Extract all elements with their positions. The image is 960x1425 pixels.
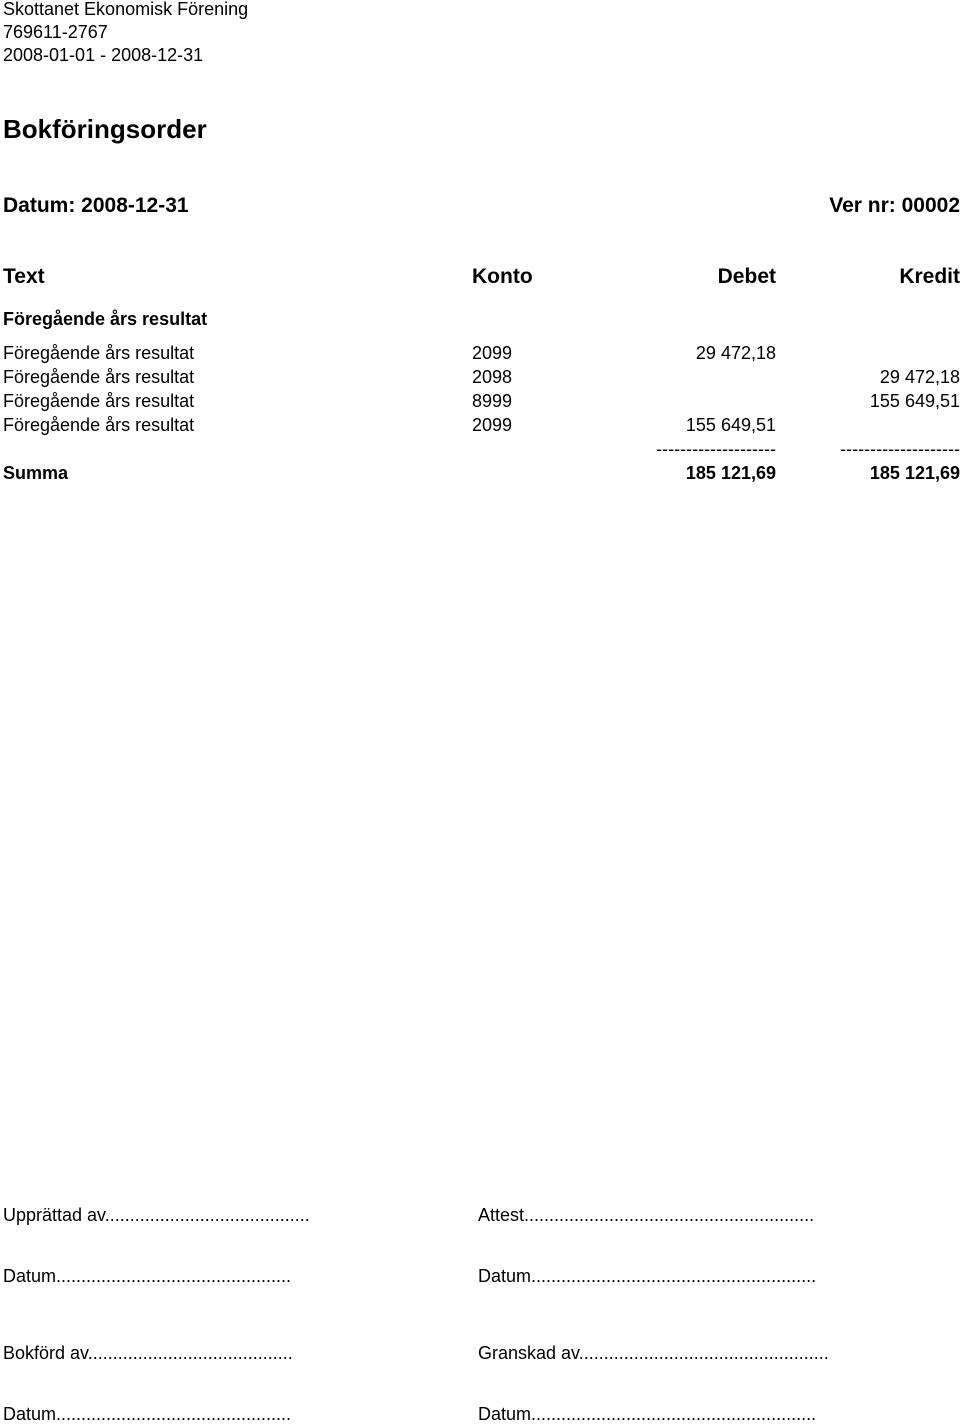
- page-title: Bokföringsorder: [3, 114, 207, 144]
- date-label: Datum: 2008-12-31: [3, 194, 189, 217]
- ver-number: Ver nr: 00002: [829, 194, 960, 217]
- group-title: Föregående års resultat: [3, 309, 208, 329]
- column-header-kredit: Kredit: [899, 265, 960, 288]
- row-debet: 155 649,51: [685, 415, 776, 435]
- company-name: Skottanet Ekonomisk Förening: [3, 0, 249, 19]
- summa-debet: 185 121,69: [685, 463, 776, 483]
- upprattad-av-line: Upprättad av.........................................: [3, 1205, 310, 1225]
- row-text: Föregående års resultat: [3, 367, 195, 387]
- attest-datum-line: Datum.........................................................: [478, 1266, 817, 1286]
- row-konto: 2098: [472, 367, 513, 387]
- summa-label: Summa: [3, 463, 69, 483]
- column-header-konto: Konto: [472, 265, 533, 288]
- row-text: Föregående års resultat: [3, 391, 195, 411]
- column-header-text: Text: [3, 265, 45, 288]
- row-debet: 29 472,18: [695, 343, 776, 363]
- row-konto: 8999: [472, 391, 513, 411]
- kredit-separator: --------------------: [840, 439, 960, 459]
- fiscal-period: 2008-01-01 - 2008-12-31: [3, 45, 204, 65]
- row-konto: 2099: [472, 343, 513, 363]
- granskad-datum-line: Datum.........................................................: [478, 1404, 817, 1424]
- granskad-av-line: Granskad av..................................................: [478, 1343, 829, 1363]
- row-kredit: 29 472,18: [879, 367, 960, 387]
- column-header-debet: Debet: [717, 265, 776, 288]
- bokford-datum-line: Datum...............................................: [3, 1404, 292, 1424]
- org-number: 769611-2767: [3, 22, 108, 42]
- row-konto: 2099: [472, 415, 513, 435]
- summa-kredit: 185 121,69: [869, 463, 960, 483]
- row-text: Föregående års resultat: [3, 415, 195, 435]
- attest-line: Attest..........................................................: [478, 1205, 815, 1225]
- bokford-av-line: Bokförd av.........................................: [3, 1343, 293, 1363]
- upprattad-datum-line: Datum...............................................: [3, 1266, 292, 1286]
- row-kredit: 155 649,51: [869, 391, 960, 411]
- row-text: Föregående års resultat: [3, 343, 195, 363]
- debet-separator: --------------------: [656, 439, 776, 459]
